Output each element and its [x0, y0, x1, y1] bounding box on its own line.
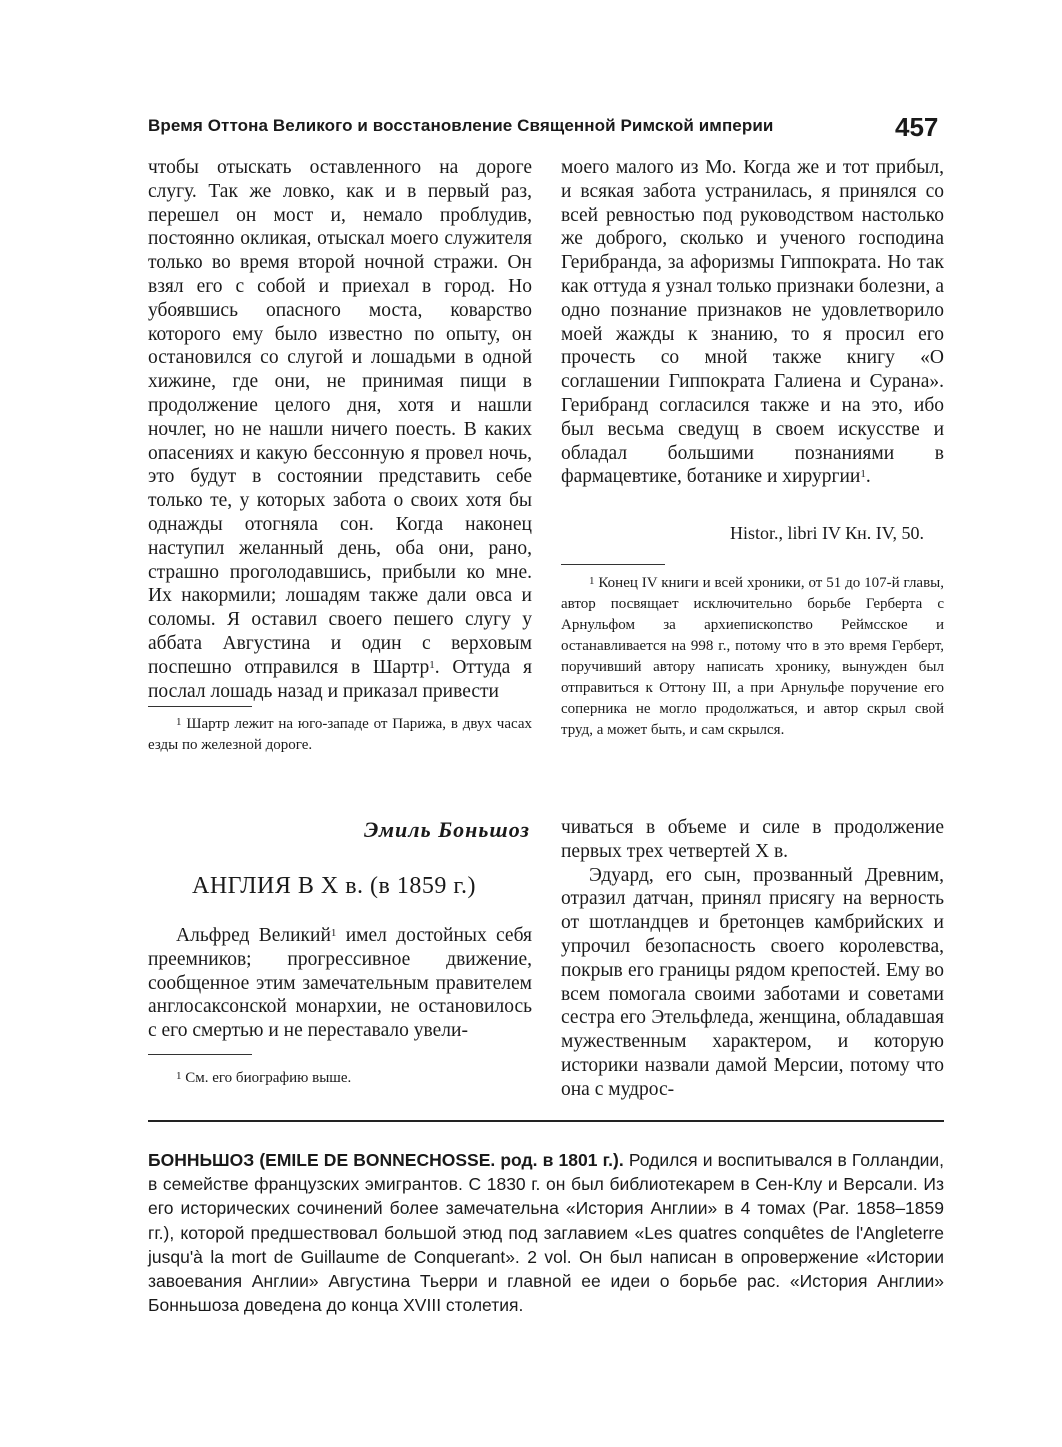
upper-left-text: чтобы отыскать оставленного на дороге слугу. Так же ловко, как и в первый раз, перешел он мост и, немало проблудив, постоянно окликая, отыскал моего служителя только во время второй ночной стражи. Он взял его с собой и приехал в город. Но убоявшись опасного моста, коварство которого ему было известно по опыту, он остановился со слугой и лошадьми в одной хижине, где они, не принимая пищи в продолжение целого дня, хотя и нашли ночлег, но не нашли ничего поесть. В каких опасениях и какую бессонную я провел ночь, это будут в состоянии представить себе только те, у которых забота о своих хотя бы однажды отогняла сон. Когда наконец наступил желанный день, оба они, рано, страшно проголодавшись, прибыли ко мне. Их накормили; лошадям также дали овса и соломы. Я оставил своего пешего слугу у аббата Августина и один с верховым поспешно отправился в Шартр — [148, 157, 532, 678]
upper-left-paragraph — [148, 156, 532, 703]
article-author: Эмиль Боньшоз — [363, 817, 530, 842]
footnote-ref: 1 — [330, 927, 337, 939]
biography-heading: БОННЬШОЗ (EMILE DE BONNECHOSSE. род. в 1801 г.). — [148, 1150, 624, 1170]
footnote-mark: 1 — [176, 716, 182, 728]
footnote-mark: 1 — [176, 1070, 182, 1082]
footnote-rule — [148, 1054, 252, 1055]
section-divider — [148, 1120, 944, 1122]
lower-right-column — [561, 816, 944, 1102]
upper-right-paragraph — [561, 156, 944, 489]
upper-right-column — [561, 156, 944, 489]
author-biography — [148, 1148, 944, 1317]
lower-left-paragraph — [148, 924, 532, 1043]
upper-left-column — [148, 156, 532, 703]
lower-left-text-start: Альфред Великий — [176, 925, 331, 946]
lower-right-paragraph-2: Эдуард, его сын, прозванный Древним, отразил датчан, принял присягу на верность от шотландцев и бретонцев камбрийских и упрочил безопасность своего королевства, покрыв его границы рядом крепостей. Ему во всем помогала своими заботами и советами сестра его Этельфледа, женщина, обладавшая мужественным характером, и которую историки назвали дамой Мерсии, потому что она с мудрос- — [561, 864, 944, 1100]
footnote-rule — [561, 564, 665, 565]
lower-left-text: имел достойных себя преемников; прогрессивное движение, сообщенное этим замечательным правителем англосаксонской монархии, не остановилось с его смертью и не переставало увели- — [148, 925, 532, 1042]
article-title: АНГЛИЯ В X в. (в 1859 г.) — [192, 873, 476, 899]
upper-right-text: моего малого из Мо. Когда же и тот прибыл, и всякая забота устранилась, я принялся со всей ревностью под руководством настолько же доброго, сколько и ученого господина Герибранда, за афоризмы Гиппократа. Но так как оттуда я узнал только признаки болезни, а одно познание признаков не удовлетворило моей жажды к знанию, то я просил его прочесть со мной также книгу «О соглашении Гиппократа Галиена и Сурана». Герибранд согласился также и на это, ибо был весьма сведущ в своем искусстве и обладал большими познаниями в фармацевтике, ботанике и хирургии — [561, 157, 944, 488]
upper-left-footnote — [148, 714, 532, 756]
footnote-mark: 1 — [589, 575, 595, 587]
lower-right-paragraph-1: чиваться в объеме и силе в продолжение первых трех четвертей X в. — [561, 817, 944, 862]
upper-right-text-end: . — [865, 466, 871, 488]
running-head: Время Оттона Великого и восстановление Священной Римской империи — [148, 116, 774, 135]
footnote-text: Конец IV книги и всей хроники, от 51 до 107-й главы, автор посвящает исключительно борьбе Герберта с Арнульфом за архиепископство Реймсское и останавливается на 998 г., потому что в это время Герберт, поручивший автору написать хронику, вынужден был отправиться к Оттону III, а при Арнульфе поручение его соперника не могло продолжаться, и автор скрыл свой труд, а может быть, и сам скрылся. — [561, 575, 944, 738]
footnote-ref: 1 — [860, 468, 866, 481]
page-number: 457 — [895, 112, 939, 142]
footnote-ref: 1 — [429, 658, 435, 671]
footnote-rule — [148, 706, 252, 707]
lower-left-column — [148, 924, 532, 1043]
footnote-text: Шартр лежит на юго-западе от Парижа, в двух часах езды по железной дороге. — [148, 716, 533, 753]
footnote-text: См. его биографию выше. — [185, 1070, 352, 1086]
source-citation: Histor., libri IV Кн. IV, 50. — [730, 523, 924, 543]
upper-left-text-end: . Оттуда я послал лошадь назад и приказал привести — [148, 656, 532, 702]
biography-text: Родился и воспитывался в Голландии, в семействе французских эмигрантов. С 1830 г. он был библиотекарем в Сен-Клу и Версали. Из его исторических сочинений более замечательна «История Англии» в 4 томах (Par. 1858–1859 гг.), которой предшествовал большой этюд под заглавием «Les quatres conquêtes de l'Angleterre jusqu'à la mort de Guillaume de Conquerant». 2 vol. Он был написан в опровержение «Истории завоевания Англии» Августина Тьерри и главной ее идеи о борьбе рас. «История Англии» Бонньшоза доведена до конца XVIII столетия. — [148, 1150, 944, 1316]
lower-left-footnote — [148, 1068, 532, 1089]
upper-right-footnote — [561, 573, 944, 741]
